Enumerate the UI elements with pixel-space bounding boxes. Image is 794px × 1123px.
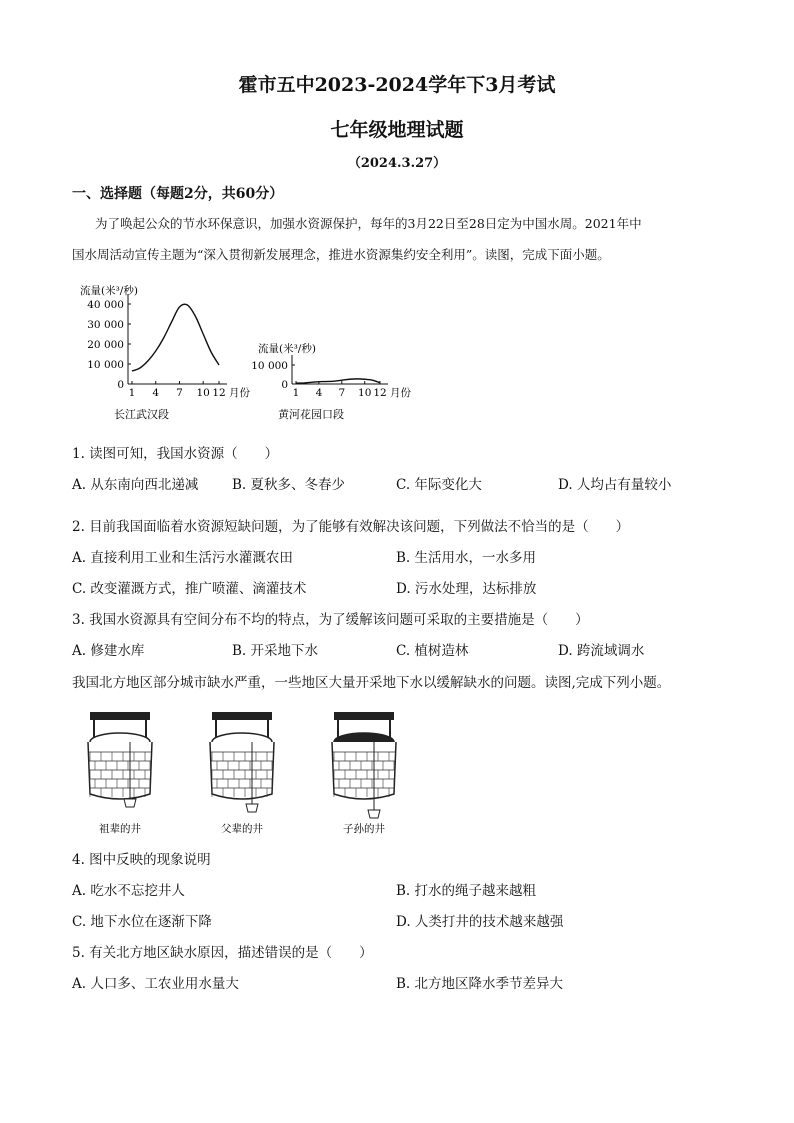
- q2-option-b[interactable]: B. 生活用水，一水多用: [396, 550, 537, 566]
- flow-line: [132, 304, 219, 371]
- q2-option-d[interactable]: D. 污水处理，达标排放: [396, 581, 537, 597]
- intro-line-1: 为了唤起公众的节水环保意识，加强水资源保护，每年的3月22日至28日定为中国水周。2021年中: [95, 216, 642, 231]
- q5-option-a[interactable]: A. 人口多、工农业用水量大: [72, 976, 239, 992]
- x-tick-label: 4: [315, 387, 323, 399]
- bucket-icon: [368, 810, 380, 818]
- x-tick-label: 7: [176, 387, 183, 399]
- x-tick-label: 10: [196, 387, 210, 399]
- y-tick-label: 10 000: [251, 360, 288, 372]
- well-roof: [334, 712, 394, 720]
- q2-option-c[interactable]: C. 改变灌溉方式，推广喷灌、滴灌技术: [72, 581, 307, 597]
- q2-option-a[interactable]: A. 直接利用工业和生活污水灌溉农田: [72, 550, 293, 566]
- q4-option-b[interactable]: B. 打水的绳子越来越粗: [396, 883, 537, 899]
- x-axis-unit: 月份: [229, 387, 250, 399]
- well-body: [332, 742, 396, 799]
- chart-caption: 长江武汉段: [114, 408, 169, 421]
- q3-option-b[interactable]: B. 开采地下水: [232, 643, 319, 659]
- section-heading: 一、选择题（每题2分，共60分）: [72, 186, 284, 202]
- y-tick-label: 0: [117, 379, 124, 391]
- q4-option-c[interactable]: C. 地下水位在逐渐下降: [72, 914, 212, 930]
- well-1: [88, 712, 152, 835]
- y-tick-label: 20 000: [87, 339, 124, 351]
- exam-title: 霍市五中2023-2024学年下3月考试: [238, 74, 556, 96]
- q1-option-b[interactable]: B. 夏秋多、冬春少: [232, 477, 346, 493]
- q4-stem: 4. 图中反映的现象说明: [72, 852, 211, 868]
- x-tick-label: 10: [358, 387, 372, 399]
- q1-option-c[interactable]: C. 年际变化大: [396, 477, 482, 493]
- y-axis-label: 流量(米³/秒): [258, 343, 316, 355]
- y-tick-label: 0: [281, 379, 288, 391]
- intro-wells: 我国北方地区部分城市缺水严重，一些地区大量开采地下水以缓解缺水的问题。读图,完成下列小题。: [72, 675, 671, 691]
- intro-line-2: 国水周活动宣传主题为“深入贯彻新发展理念，推进水资源集约安全利用”。读图，完成下面小题。: [72, 247, 610, 262]
- chart-caption: 黄河花园口段: [278, 408, 344, 421]
- flow-line: [296, 379, 380, 383]
- well-roof: [90, 712, 150, 720]
- exam-date: （2024.3.27）: [347, 156, 447, 171]
- well-body: [210, 742, 274, 799]
- y-tick-label: 10 000: [87, 359, 124, 371]
- q2-stem: 2. 目前我国面临着水资源短缺问题，为了能够有效解决该问题，下列做法不恰当的是（ ）: [72, 519, 630, 535]
- yellow-river-chart: [251, 342, 411, 421]
- yangtze-chart: [80, 284, 250, 421]
- q5-option-b[interactable]: B. 北方地区降水季节差异大: [396, 976, 564, 992]
- y-tick-label: 40 000: [87, 299, 124, 311]
- exam-subtitle: 七年级地理试题: [330, 119, 464, 141]
- q5-stem: 5. 有关北方地区缺水原因，描述错误的是（ ）: [72, 945, 373, 961]
- x-tick-label: 1: [292, 387, 300, 399]
- q3-option-c[interactable]: C. 植树造林: [396, 643, 469, 659]
- q3-stem: 3. 我国水资源具有空间分布不均的特点，为了缓解该问题可采取的主要措施是（ ）: [72, 612, 589, 628]
- y-axis-label: 流量(米³/秒): [80, 285, 138, 297]
- q4-option-d[interactable]: D. 人类打井的技术越来越强: [396, 914, 564, 930]
- q4-option-a[interactable]: A. 吃水不忘挖井人: [72, 883, 185, 899]
- well-caption: 子孙的井: [343, 823, 385, 835]
- well-3: [332, 712, 396, 835]
- x-tick-label: 12: [212, 387, 226, 399]
- well-caption: 父辈的井: [221, 823, 263, 835]
- q3-option-d[interactable]: D. 跨流域调水: [558, 643, 645, 659]
- y-tick-label: 30 000: [87, 319, 124, 331]
- well-roof: [212, 712, 272, 720]
- river-flow-figure: [80, 280, 430, 430]
- x-tick-label: 4: [152, 387, 160, 399]
- well-body: [88, 742, 152, 799]
- q1-option-a[interactable]: A. 从东南向西北递减: [72, 477, 199, 493]
- q3-option-a[interactable]: A. 修建水库: [72, 643, 145, 659]
- x-axis-unit: 月份: [390, 387, 411, 399]
- x-tick-label: 12: [373, 387, 387, 399]
- well-caption: 祖辈的井: [99, 823, 141, 835]
- wells-figure: [75, 702, 415, 842]
- x-tick-label: 7: [338, 387, 346, 399]
- q1-stem: 1. 读图可知，我国水资源（ ）: [72, 446, 279, 462]
- x-tick-label: 1: [128, 387, 136, 399]
- bucket-icon: [246, 804, 258, 812]
- bucket-icon: [124, 799, 136, 807]
- well-2: [210, 712, 274, 835]
- q1-option-d[interactable]: D. 人均占有量较小: [558, 477, 672, 493]
